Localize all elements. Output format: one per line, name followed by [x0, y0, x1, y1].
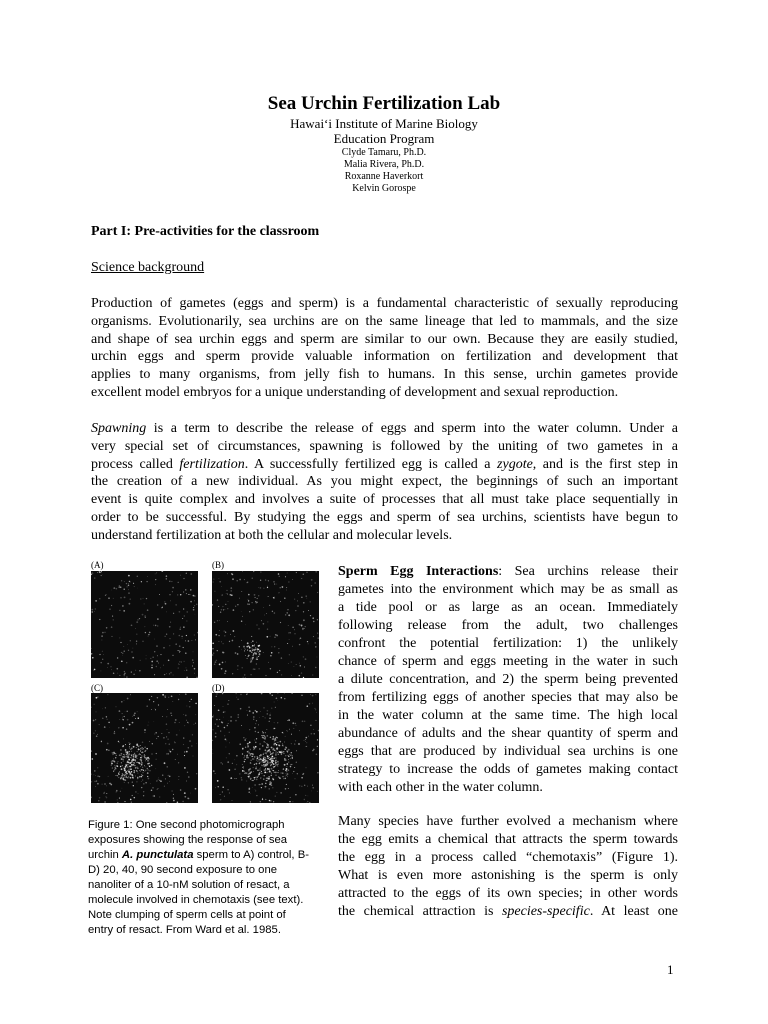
- paragraph-sperm-egg-interactions: [338, 563, 678, 797]
- paragraph-line: a tide pool or as large as an ocean. Immediately: [338, 600, 678, 615]
- paragraph-spawning: [91, 420, 678, 545]
- paragraph-line: attracted to the eggs of its own species; in other words: [338, 886, 678, 901]
- paragraph-line: in the water column at the same time. The high local: [338, 708, 678, 723]
- paragraph-chemotaxis: [338, 813, 678, 921]
- paragraph-line: chance of sperm and eggs meeting in the water in such: [338, 654, 678, 669]
- paragraph-gametes: [91, 295, 678, 402]
- photomicrograph-d: [212, 693, 319, 803]
- paragraph-line: Sperm Egg Interactions: Sea urchins release their: [338, 564, 679, 579]
- paragraph-line: confront the potential fertilization: 1) the unlikely: [338, 636, 678, 651]
- caption-line: exposures showing the response of sea: [88, 834, 288, 846]
- paragraph-line: What is even more astonishing is the sperm is only: [338, 868, 678, 883]
- paragraph-line: eggs that are produced by individual sea urchins is one: [338, 744, 678, 759]
- paragraph-line: event is quite complex and involves a suite of processes that all must take place sequentially in: [91, 492, 678, 508]
- subsection-heading: Sperm Egg Interactions: [338, 564, 499, 579]
- paragraph-line: following release from the adult, two challenges: [338, 618, 678, 633]
- caption-line: urchin A. punctulata sperm to A) control, B-: [88, 849, 310, 861]
- author-4: Kelvin Gorospe: [352, 183, 416, 194]
- figure-label-b: (B): [212, 560, 224, 570]
- term-fertilization: fertilization: [179, 456, 245, 472]
- part-heading: Part I: Pre-activities for the classroom: [91, 224, 320, 239]
- paragraph-line: understand fertilization at both the cellular and molecular levels.: [91, 527, 453, 543]
- paragraph-line: and shape of sea urchin eggs and sperm are similar to our own. Because they are easily studied,: [91, 331, 678, 347]
- paragraph-line: abundance of adults and the shear quantity of sperm and: [338, 726, 678, 741]
- document-title: Sea Urchin Fertilization Lab: [267, 93, 501, 114]
- caption-line: molecule involved in chemotaxis (see text).: [88, 894, 304, 906]
- paragraph-line: gametes into the environment which may be as small as: [338, 582, 678, 597]
- caption-line: entry of resact. From Ward et al. 1985.: [88, 924, 281, 936]
- paragraph-line: the egg emits a chemical that attracts the sperm towards: [338, 832, 678, 847]
- author-2: Malia Rivera, Ph.D.: [343, 159, 425, 170]
- paragraph-line: from fertilizing eggs of another species that may also be: [338, 690, 678, 705]
- paragraph-line: strategy to increase the odds of gametes making contact: [338, 762, 678, 777]
- paragraph-line: applies to many organisms, from jelly fish to humans. In this sense, urchin gametes provide: [91, 367, 678, 383]
- paragraph-line: Many species have further evolved a mechanism where: [338, 814, 678, 829]
- term-zygote: zygote: [497, 456, 533, 472]
- figure-label-d: (D): [212, 683, 225, 693]
- photomicrograph-c: [91, 693, 198, 803]
- species-name: A. punctulata: [121, 849, 194, 861]
- term-species-specific: species-specific: [501, 904, 590, 919]
- term-spawning: Spawning: [91, 421, 147, 436]
- author-3: Roxanne Haverkort: [344, 171, 424, 182]
- caption-line: Figure 1: One second photomicrograph: [88, 819, 285, 831]
- paragraph-line: a dilute concentration, and 2) the sperm being prevented: [338, 672, 678, 687]
- caption-line: D) 20, 40, 90 second exposure to one: [88, 864, 278, 876]
- author-1: Clyde Tamaru, Ph.D.: [341, 147, 427, 158]
- paragraph-line: Spawning is a term to describe the release of eggs and sperm into the water column. Under a: [91, 421, 678, 436]
- paragraph-line: urchin eggs and sperm provide valuable information on fertilization and development that: [91, 349, 678, 365]
- paragraph-line: the egg in a process called “chemotaxis” (Figure 1).: [338, 850, 678, 865]
- figure-label-a: (A): [91, 560, 104, 570]
- paragraph-line: order to be successful. By studying the eggs and sperm of sea urchins, scientists have begun to: [91, 509, 678, 525]
- figure-caption: [88, 818, 320, 938]
- figure-label-c: (C): [91, 683, 103, 693]
- paragraph-line: very special set of circumstances, spawning is followed by the uniting of two gametes in a: [91, 438, 678, 454]
- institute-name: Hawai‘i Institute of Marine Biology: [290, 116, 478, 131]
- caption-line: nanoliter of a 10-nM solution of resact, a: [88, 879, 290, 891]
- paragraph-line: process called fertilization. A successfully fertilized egg is called a zygote, and is the first step in: [91, 456, 678, 472]
- paragraph-line: with each other in the water column.: [338, 780, 543, 795]
- section-heading: Science background: [91, 260, 205, 275]
- paragraph-line: the chemical attraction is species-specific. At least one: [338, 904, 678, 919]
- page-number: 1: [667, 962, 674, 977]
- caption-line: Note clumping of sperm cells at point of: [88, 909, 286, 921]
- photomicrograph-b: [212, 571, 319, 678]
- program-name: Education Program: [333, 131, 435, 146]
- paragraph-line: Production of gametes (eggs and sperm) is a fundamental characteristic of sexually reproducing: [91, 296, 678, 311]
- photomicrograph-a: [91, 571, 198, 678]
- paragraph-line: organisms. Evolutionarily, sea urchins are on the same lineage that led to mammals, and the size: [91, 313, 678, 329]
- paragraph-line: the creation of a new individual. As you might expect, the beginnings of such an important: [91, 474, 678, 490]
- paragraph-line: excellent model embryos for a unique understanding of development and sexual reproduction.: [91, 384, 619, 400]
